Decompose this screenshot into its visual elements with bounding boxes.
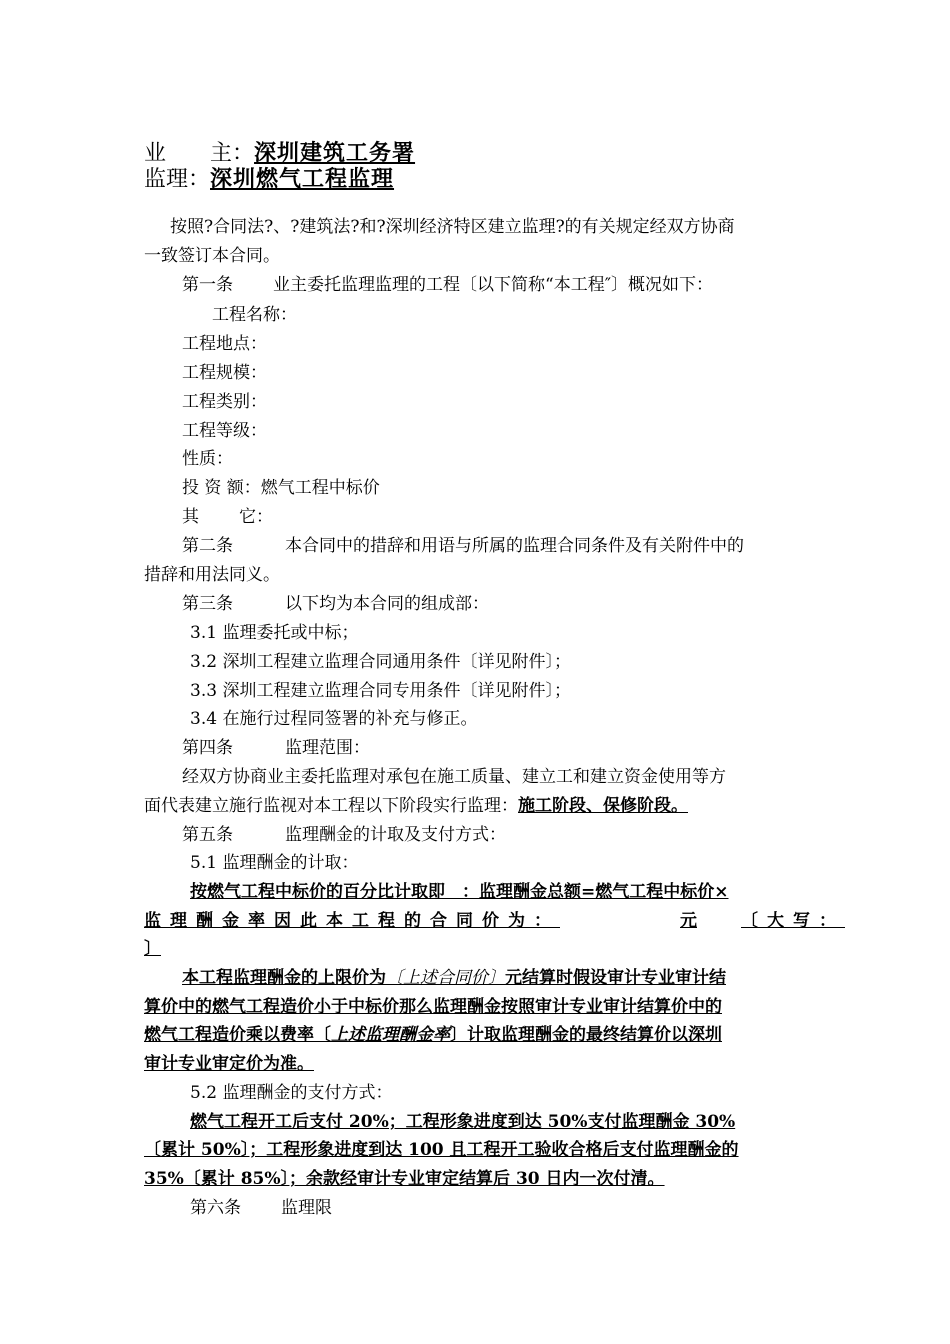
intro-line-1: 按照?合同法?、?建筑法?和?深圳经济特区建立监理?的有关规定经双方协商 <box>170 217 735 237</box>
supervisor-value: 深圳燃气工程监理 <box>210 166 395 192</box>
article-2-line-2: 措辞和用法同义。 <box>144 565 280 585</box>
article-1-text: 业主委托监理监理的工程〔以下简称“本工程″〕概况如下： <box>273 275 714 295</box>
article-5-text: 监理酬金的计取及支付方式： <box>285 825 506 845</box>
article-3-number: 第三条 <box>182 594 233 614</box>
field-nature: 性质： <box>182 449 233 469</box>
article-5-number: 第五条 <box>182 825 233 845</box>
section-5-2-heading: 5.2 监理酬金的支付方式： <box>190 1083 393 1103</box>
intro-line-2: 一致签订本合同。 <box>144 246 280 266</box>
section-5-1-heading: 5.1 监理酬金的计取： <box>190 853 359 873</box>
article-6-text: 监理限 <box>281 1198 332 1218</box>
field-project-name: 工程名称： <box>212 305 297 325</box>
field-other <box>182 506 273 528</box>
article-2-number: 第二条 <box>182 536 233 556</box>
article-6-heading <box>190 1197 332 1219</box>
supervisor-label: 监理： <box>144 167 211 192</box>
article-3-item-3: 3.3 深圳工程建立监理合同专用条件〔详见附件〕； <box>190 681 571 701</box>
fee-cap-italic-rate: 上述监理酬金率 <box>331 1025 450 1045</box>
article-3-text: 以下均为本合同的组成部： <box>285 594 489 614</box>
article-3-item-1: 3.1 监理委托或中标； <box>190 623 359 643</box>
article-6-number: 第六条 <box>190 1198 241 1218</box>
owner-label-a: 业 <box>144 141 167 166</box>
article-3-heading <box>182 593 489 615</box>
payment-line-1: 燃气工程开工后支付 20%；工程形象进度到达 50%支付监理酬金 30% <box>190 1112 736 1132</box>
fee-cap-line-4: 审计专业审定价为准。 <box>144 1054 314 1074</box>
article-3-item-4: 3.4 在施行过程同签署的补充与修正。 <box>190 709 478 729</box>
owner-label-b: 主： <box>210 141 255 166</box>
fee-cap-line-1 <box>182 967 726 989</box>
field-project-grade: 工程等级： <box>182 421 267 441</box>
article-4-text: 监理范围： <box>285 738 370 758</box>
fee-cap-text-a: 本工程监理酬金的上限价为 <box>182 968 386 988</box>
article-4-line-2 <box>144 795 688 817</box>
article-4-scope-stages: 施工阶段、保修阶段。 <box>518 796 688 816</box>
supervisor-line <box>144 166 394 193</box>
owner-value: 深圳建筑工务署 <box>254 140 416 166</box>
fee-cap-italic-contract: 〔上述合同价〕 <box>386 968 505 988</box>
fee-cap-text-c: 燃气工程造价乘以费率〔 <box>144 1025 331 1045</box>
field-project-location: 工程地点： <box>182 334 267 354</box>
fee-calc-uppercase: 〔大写： <box>741 911 845 931</box>
fee-calc-contract-price: 监理酬金率因此本工程的合同价为： <box>144 911 560 931</box>
payment-line-3: 35%〔累计 85%〕；余款经审计专业审定结算后 30 日内一次付清。 <box>144 1169 665 1189</box>
article-5-heading <box>182 824 506 846</box>
owner-line <box>144 140 415 167</box>
article-4-scope-text: 面代表建立施行监视对本工程以下阶段实行监理： <box>144 796 518 816</box>
payment-line-2: 〔累计 50%〕；工程形象进度到达 100 且工程开工验收合格后支付监理酬金的 <box>144 1140 739 1160</box>
fee-calc-line-1: 按燃气工程中标价的百分比计取即 ：监理酬金总额=燃气工程中标价× <box>190 882 729 902</box>
article-4-number: 第四条 <box>182 738 233 758</box>
fee-cap-line-3 <box>144 1024 722 1046</box>
fee-calc-line-2 <box>144 910 845 932</box>
article-1-heading <box>182 274 713 296</box>
article-4-line-1: 经双方协商业主委托监理对承包在施工质量、建立工和建立资金使用等方 <box>182 767 726 787</box>
article-3-item-2: 3.2 深圳工程建立监理合同通用条件〔详见附件〕； <box>190 652 571 672</box>
field-project-scale: 工程规模： <box>182 363 267 383</box>
field-other-label-b: 它： <box>239 507 273 527</box>
field-project-category: 工程类别： <box>182 392 267 412</box>
article-4-heading <box>182 737 370 759</box>
article-1-number: 第一条 <box>182 275 233 295</box>
field-other-label-a: 其 <box>182 507 199 527</box>
field-investment: 投 资 额：燃气工程中标价 <box>182 478 380 498</box>
article-2-heading <box>182 535 744 557</box>
fee-cap-text-d: 〕计取监理酬金的最终结算价以深圳 <box>450 1025 722 1045</box>
fee-calc-yuan: 元 <box>680 911 697 931</box>
fee-cap-line-2: 算价中的燃气工程造价小于中标价那么监理酬金按照审计专业审计结算价中的 <box>144 997 722 1017</box>
fee-cap-text-b: 元结算时假设审计专业审计结 <box>505 968 726 988</box>
fee-calc-line-3: 〕 <box>144 939 161 959</box>
article-2-text: 本合同中的措辞和用语与所属的监理合同条件及有关附件中的 <box>285 536 744 556</box>
